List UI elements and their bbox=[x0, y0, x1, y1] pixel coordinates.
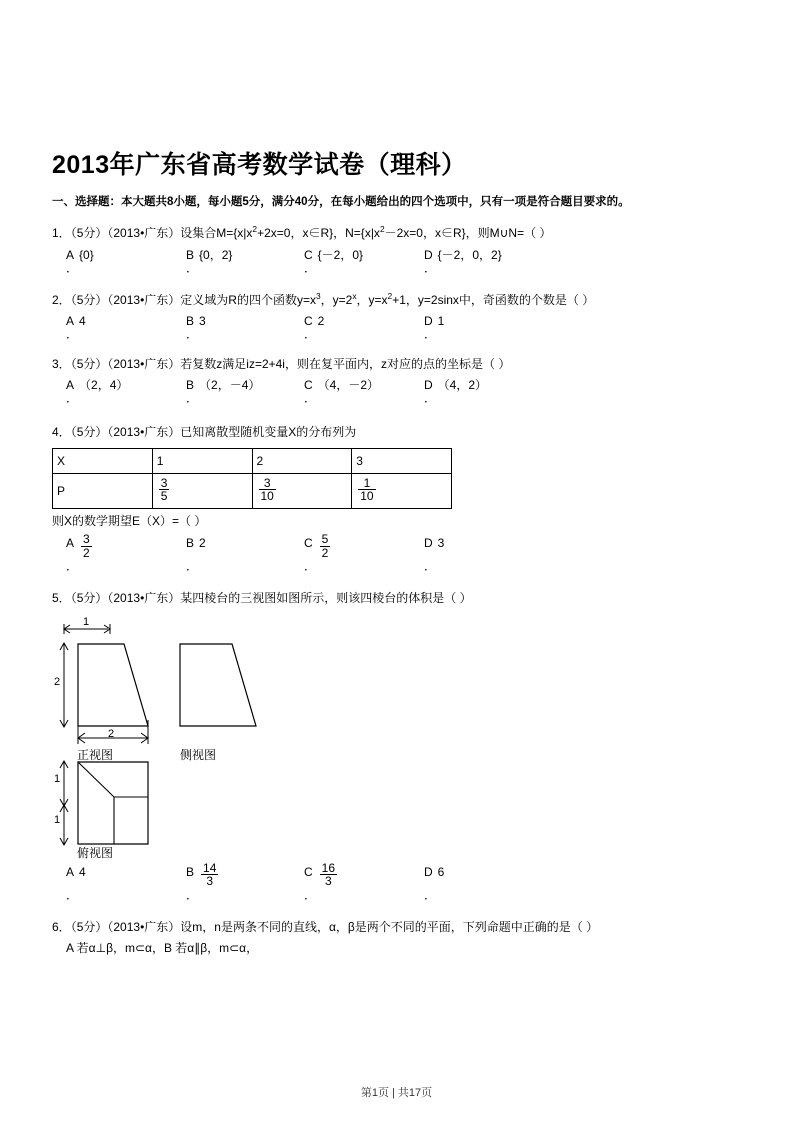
option-c[interactable]: C $\frac{5}{2}$ bbox=[304, 532, 329, 560]
question-6-source: （2013•广东） bbox=[107, 919, 181, 934]
option-b[interactable]: B $\frac{14}{3}$ bbox=[186, 860, 217, 889]
option-d[interactable]: D 6 bbox=[424, 864, 445, 879]
cell-x-3: 3 bbox=[352, 448, 452, 473]
side-view-label: 侧视图 bbox=[180, 747, 217, 762]
question-4-options bbox=[66, 534, 741, 560]
question-1-stem: 1．（5分）（2013•广东）设集合$M=\{x|x^2+2x=0$，x∈R}，$N=\{x|x^2-2x=0$，x∈R}，则M∪N=（ ） bbox=[52, 224, 552, 241]
top-view-label: 俯视图 bbox=[77, 845, 114, 860]
page-title: 2013年广东省高考数学试卷（理科） bbox=[52, 151, 467, 179]
option-c[interactable]: C $\frac{16}{3}$ bbox=[304, 860, 336, 889]
question-2-score: （5分） bbox=[70, 292, 108, 307]
question-5-figure bbox=[52, 616, 741, 861]
front-bottom-dim-label: 2 bbox=[108, 727, 115, 740]
question-6-options bbox=[66, 939, 741, 957]
question-3-stem: 3．（5分）（2013•广东）若复数z满足iz=2+4i，则在复平面内，z对应的点的坐标是（ ） bbox=[52, 356, 511, 371]
option-a[interactable]: A （2，4） bbox=[66, 378, 129, 393]
question-3-source: （2013•广东） bbox=[107, 356, 181, 371]
question-2 bbox=[52, 290, 741, 340]
question-5-options bbox=[66, 860, 741, 889]
front-view-label: 正视图 bbox=[77, 747, 114, 762]
front-top-dim-label: 1 bbox=[83, 615, 90, 628]
question-3-answer-dots: ． ． ． ． bbox=[66, 391, 437, 406]
option-d[interactable]: D 3 bbox=[424, 536, 445, 551]
question-4-number: 4． bbox=[52, 425, 71, 440]
question-5-score: （5分） bbox=[70, 591, 108, 606]
table-row-p bbox=[53, 473, 452, 508]
question-1 bbox=[52, 223, 741, 273]
option-c[interactable]: C 2 bbox=[304, 313, 325, 328]
question-2-answer-dots: ． ． ． ． bbox=[66, 326, 437, 341]
option-d[interactable]: D {－2，0，2} bbox=[424, 247, 502, 262]
option-b[interactable]: B {0，2} bbox=[186, 247, 233, 262]
front-height-dim-label: 2 bbox=[54, 675, 61, 688]
question-4-answer-dots: ． ． ． ． bbox=[66, 559, 437, 574]
question-5 bbox=[52, 590, 741, 901]
question-5-stem: 5．（5分）（2013•广东）某四棱台的三视图如图所示，则该四棱台的体积是（ ） bbox=[52, 591, 472, 606]
question-3 bbox=[52, 356, 741, 404]
question-2-number: 2． bbox=[52, 292, 71, 307]
three-view-diagram bbox=[52, 616, 372, 861]
question-4 bbox=[52, 424, 741, 572]
question-1-source: （2013•广东） bbox=[107, 226, 181, 241]
option-a[interactable]: A 4 bbox=[66, 313, 86, 328]
question-4-score: （5分） bbox=[70, 425, 108, 440]
question-1-score: （5分） bbox=[70, 226, 108, 241]
option-b[interactable]: B （2，－4） bbox=[186, 378, 261, 393]
table-row-x bbox=[53, 448, 452, 473]
option-a[interactable]: A {0} bbox=[66, 247, 94, 262]
question-6-score: （5分） bbox=[70, 919, 108, 934]
cell-p-2: $\frac{3}{10}$ bbox=[252, 473, 352, 508]
option-line[interactable]: A 若α⊥β，m⊂α，B 若α∥β，m⊂α， bbox=[66, 941, 259, 956]
question-3-number: 3． bbox=[52, 356, 71, 371]
question-5-source: （2013•广东） bbox=[107, 591, 181, 606]
option-a[interactable]: A $\frac{3}{2}$ bbox=[66, 532, 90, 560]
question-5-answer-dots: ． ． ． ． bbox=[66, 887, 437, 902]
question-4-stem: 4．（5分）（2013•广东）已知离散型随机变量X的分布列为 bbox=[52, 425, 357, 440]
question-4-source: （2013•广东） bbox=[107, 425, 181, 440]
question-4-post-text: 则X的数学期望E（X）=（ ） bbox=[52, 513, 207, 528]
cell-x-label: X bbox=[53, 448, 153, 473]
question-2-source: （2013•广东） bbox=[107, 292, 181, 307]
cell-p-3: $\frac{1}{10}$ bbox=[352, 473, 452, 508]
section-heading: 一、选择题：本大题共8小题，每小题5分，满分40分，在每小题给出的四个选项中，只有一项是符合题目要求的。 bbox=[52, 195, 630, 208]
option-c[interactable]: C （4，－2） bbox=[304, 378, 380, 393]
distribution-table bbox=[52, 448, 452, 509]
option-d[interactable]: D （4，2） bbox=[424, 378, 488, 393]
question-2-stem: 2．（5分）（2013•广东）定义域为R的四个函数$y=x^3$，$y=2^x$，$y=x^2+1$，y=2sinx中，奇函数的个数是（ ） bbox=[52, 290, 595, 307]
cell-p-label: P bbox=[53, 473, 153, 508]
option-c[interactable]: C {－2，0} bbox=[304, 247, 364, 262]
option-d[interactable]: D 1 bbox=[424, 313, 445, 328]
question-1-answer-dots: ． ． ． ． bbox=[66, 260, 437, 275]
question-3-score: （5分） bbox=[70, 356, 108, 371]
question-1-number: 1． bbox=[52, 226, 71, 241]
option-b[interactable]: B 2 bbox=[186, 536, 206, 551]
question-5-number: 5． bbox=[52, 591, 71, 606]
option-a[interactable]: A 4 bbox=[66, 864, 86, 879]
cell-x-2: 2 bbox=[252, 448, 352, 473]
question-6-stem: 6．（5分）（2013•广东）设m，n是两条不同的直线，α，β是两个不同的平面，下列命题中正确的是（ ） bbox=[52, 919, 599, 934]
option-b[interactable]: B 3 bbox=[186, 313, 206, 328]
cell-x-1: 1 bbox=[152, 448, 252, 473]
top-dim-b-label: 1 bbox=[54, 813, 61, 826]
question-6 bbox=[52, 919, 741, 957]
cell-p-1: $\frac{3}{5}$ bbox=[152, 473, 252, 508]
question-6-number: 6． bbox=[52, 919, 71, 934]
top-dim-a-label: 1 bbox=[54, 772, 61, 785]
page-footer: 第1页 | 共17页 bbox=[360, 1087, 433, 1099]
